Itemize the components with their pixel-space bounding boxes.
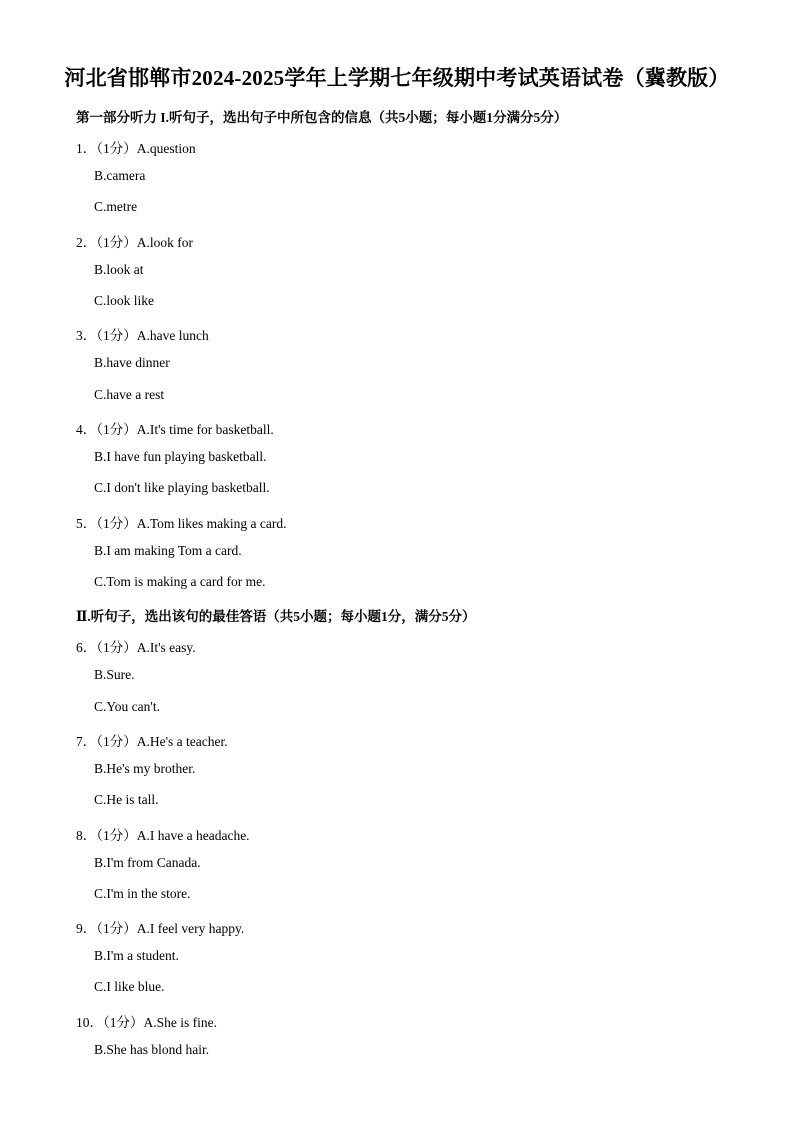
- section-heading-2: Ⅱ.听句子，选出该句的最佳答语（共5小题；每小题1分，满分5分）: [76, 609, 476, 624]
- question-1: 1．（1分）A.question: [76, 141, 196, 156]
- question-5: 5．（1分）A.Tom likes making a card.: [76, 516, 287, 531]
- option-3b: B.have dinner: [94, 355, 170, 370]
- option-9b: B.I'm a student.: [94, 948, 179, 963]
- option-4c: C.I don't like playing basketball.: [94, 480, 270, 495]
- option-8b: B.I'm from Canada.: [94, 855, 201, 870]
- option-8c: C.I'm in the store.: [94, 886, 191, 901]
- question-2: 2．（1分）A.look for: [76, 235, 193, 250]
- question-7: 7．（1分）A.He's a teacher.: [76, 734, 228, 749]
- question-6: 6．（1分）A.It's easy.: [76, 640, 196, 655]
- question-4: 4．（1分）A.It's time for basketball.: [76, 422, 274, 437]
- question-10: 10．（1分）A.She is fine.: [76, 1015, 217, 1030]
- section-heading-1: 第一部分听力 I.听句子，选出句子中所包含的信息（共5小题；每小题1分满分5分）: [76, 110, 568, 125]
- option-1c: C.metre: [94, 199, 138, 214]
- option-7c: C.He is tall.: [94, 792, 159, 807]
- option-1b: B.camera: [94, 168, 146, 183]
- option-6c: C.You can't.: [94, 699, 160, 714]
- option-5c: C.Tom is making a card for me.: [94, 574, 266, 589]
- question-8: 8．（1分）A.I have a headache.: [76, 828, 250, 843]
- option-10b: B.She has blond hair.: [94, 1042, 210, 1057]
- exam-title: 河北省邯郸市2024-2025学年上学期七年级期中考试英语试卷（冀教版）: [64, 66, 730, 90]
- option-2b: B.look at: [94, 262, 144, 277]
- option-3c: C.have a rest: [94, 387, 165, 402]
- option-2c: C.look like: [94, 293, 154, 308]
- option-6b: B.Sure.: [94, 667, 135, 682]
- option-9c: C.I like blue.: [94, 979, 165, 994]
- question-9: 9．（1分）A.I feel very happy.: [76, 921, 245, 936]
- option-5b: B.I am making Tom a card.: [94, 543, 242, 558]
- option-7b: B.He's my brother.: [94, 761, 196, 776]
- question-3: 3．（1分）A.have lunch: [76, 328, 209, 343]
- option-4b: B.I have fun playing basketball.: [94, 449, 267, 464]
